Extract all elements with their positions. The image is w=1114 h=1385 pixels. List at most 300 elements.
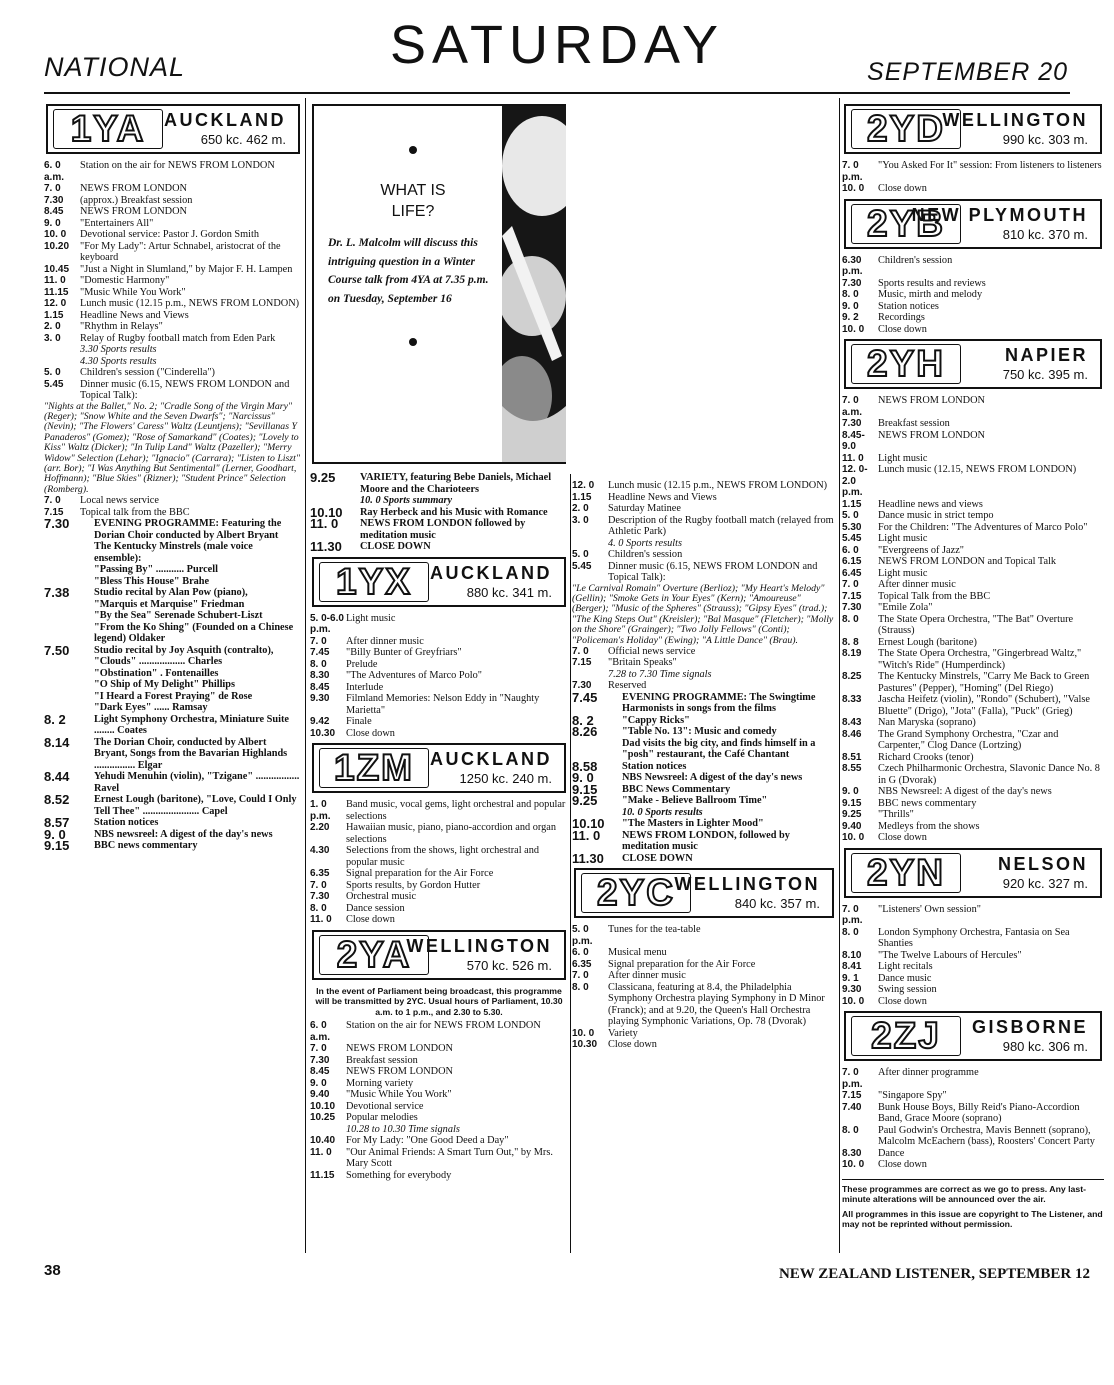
programme-entry bbox=[310, 1020, 568, 1043]
station-frequency: 750 kc. 395 m. bbox=[1002, 367, 1088, 382]
evening-programme-1ya bbox=[44, 518, 302, 852]
entry-description: "O Ship of My Delight" Phillips bbox=[94, 679, 236, 691]
programme-entry bbox=[842, 278, 1104, 290]
entry-description: Czech Philharmonic Orchestra, Slavonic Dance No. 8 in G (Dvorak) bbox=[878, 763, 1100, 786]
programme-entry bbox=[572, 818, 836, 830]
station-frequency: 570 kc. 526 m. bbox=[466, 957, 552, 973]
programme-entry bbox=[44, 576, 302, 588]
programme-entry bbox=[44, 771, 302, 794]
programme-entry bbox=[842, 752, 1104, 764]
entry-time: 6.35 bbox=[572, 958, 592, 970]
entry-time: 6. 0 bbox=[572, 947, 589, 959]
programme-entry bbox=[572, 982, 836, 1028]
programme-entry bbox=[44, 564, 302, 576]
entry-description: Signal preparation for the Air Force bbox=[346, 868, 494, 879]
entry-description: Children's session bbox=[878, 254, 953, 266]
programme-entry bbox=[842, 694, 1104, 717]
entry-time: 6.15 bbox=[842, 556, 862, 567]
entry-description: "Dark Eyes" ...... Ramsay bbox=[94, 702, 208, 714]
programme-entry bbox=[310, 1135, 568, 1147]
entry-description: "Marquis et Marquise" Friedman bbox=[94, 598, 245, 610]
entry-description: Sports results, by Gordon Hutter bbox=[346, 879, 481, 891]
entry-time: 5. 0 p.m. bbox=[572, 924, 593, 947]
entry-time: 8.45 bbox=[44, 206, 64, 217]
entry-description: The Grand Symphony Orchestra, "Czar and Carpenter," Clog Dance (Lortzing) bbox=[878, 728, 1059, 751]
programme-entry bbox=[310, 1170, 568, 1182]
entry-description: Close down bbox=[878, 323, 927, 335]
entry-description: CLOSE DOWN bbox=[622, 852, 693, 864]
programme-entry bbox=[44, 206, 302, 218]
entry-description: The State Opera Orchestra, "Gingerbread Waltz," "Witch's Ride" (Humperdinck) bbox=[878, 648, 1082, 671]
entry-time: 7.30 bbox=[44, 516, 70, 532]
programme-entry bbox=[44, 183, 302, 195]
station-call-sign: 2YB bbox=[851, 204, 961, 244]
station-header-2yb bbox=[844, 199, 1102, 249]
programme-entry bbox=[572, 515, 836, 538]
page-number: 38 bbox=[44, 1262, 61, 1279]
programme-entry bbox=[842, 809, 1104, 821]
entry-time: 7.30 bbox=[310, 891, 330, 902]
entry-time: 1.15 bbox=[44, 309, 64, 321]
programme-entry bbox=[842, 614, 1104, 637]
entry-time: 7. 0 p.m. bbox=[842, 160, 863, 183]
entry-time: 7.15 bbox=[572, 657, 592, 669]
footnote-corrections: These programmes are correct as we go to press. Any last-minute alterations will be announced over the air. bbox=[842, 1183, 1086, 1204]
entry-description: 4.30 Sports results bbox=[80, 355, 157, 367]
entry-time: 1.15 bbox=[572, 491, 592, 503]
entry-time: 9. 0 bbox=[44, 217, 61, 229]
entry-time: 8.26 bbox=[572, 724, 598, 740]
programme-entry bbox=[310, 1078, 568, 1090]
entry-time: 7.15 bbox=[842, 1090, 862, 1101]
programme-entry bbox=[572, 549, 836, 561]
entry-description: BBC news commentary bbox=[878, 797, 977, 809]
entry-description: Official news service bbox=[608, 645, 696, 657]
entry-time: 7.45 bbox=[572, 689, 598, 705]
entry-time: 9.15 bbox=[44, 838, 70, 854]
entry-description: Close down bbox=[878, 1159, 927, 1170]
station-header-2yn bbox=[844, 848, 1102, 898]
entry-description: Dad visits the big city, and finds himself in a "posh" restaurant, the Café Chantant bbox=[622, 737, 816, 761]
entry-description: 10. 0 Sports results bbox=[622, 806, 703, 818]
entry-description: For My Lady: "One Good Deed a Day" bbox=[346, 1135, 509, 1146]
entry-description: Popular melodies bbox=[346, 1112, 418, 1123]
entry-description: Dinner music (6.15, NEWS FROM LONDON and Topical Talk): bbox=[80, 378, 290, 401]
column-divider bbox=[570, 474, 571, 1253]
entry-description: "From the Ko Shing" (Founded on a Chinese legend) Oldaker bbox=[94, 621, 294, 645]
bullet-dot bbox=[409, 146, 417, 154]
column-3 bbox=[572, 480, 836, 1252]
entry-time bbox=[44, 679, 94, 691]
entry-time: 5. 0 bbox=[44, 367, 61, 378]
programme-entry bbox=[842, 637, 1104, 649]
entry-description: Classicana, featuring at 8.4, the Philadelphia Symphony Orchestra playing Symphony in D Minor (Franck); and at 9.20, the Queen's Hall Orchestra playing Symphonic Variations, Op. 78 (Dvorak) bbox=[608, 981, 825, 1028]
entry-description: "The Masters in Lighter Mood" bbox=[622, 818, 764, 830]
programme-entry bbox=[44, 702, 302, 714]
programme-entry bbox=[572, 850, 836, 866]
column-divider bbox=[839, 98, 840, 1253]
entry-time: 10. 0 bbox=[842, 1159, 865, 1170]
programme-entry bbox=[572, 1028, 836, 1040]
entry-description: Signal preparation for the Air Force bbox=[608, 958, 756, 970]
entry-time: 10.25 bbox=[310, 1112, 336, 1123]
entry-description: Music, mirth and melody bbox=[878, 289, 983, 300]
entry-description: Dinner music (6.15, NEWS FROM LONDON and Topical Talk): bbox=[608, 560, 818, 583]
entry-description: After dinner music bbox=[878, 579, 956, 590]
programme-entry bbox=[44, 656, 302, 668]
entry-description: Station notices bbox=[878, 300, 939, 312]
entry-time bbox=[44, 356, 80, 368]
bullet-dot bbox=[409, 338, 417, 346]
entry-time: 7.30 bbox=[842, 602, 862, 613]
entry-description: Tunes for the tea-table bbox=[608, 924, 701, 936]
entry-time: 8. 0 bbox=[310, 902, 327, 914]
programme-entry bbox=[572, 827, 836, 853]
programme-entry bbox=[44, 541, 302, 564]
entry-time: 8.46 bbox=[842, 728, 862, 740]
entry-time: 7. 0 bbox=[44, 495, 61, 507]
entry-time: 2.20 bbox=[310, 822, 330, 833]
programme-entry bbox=[842, 522, 1104, 534]
entry-time: 6. 0 a.m. bbox=[310, 1020, 331, 1043]
entry-description: Dance session bbox=[346, 902, 405, 914]
entry-description: After dinner music bbox=[608, 970, 686, 982]
programme-entry bbox=[842, 499, 1104, 511]
entry-time: 3. 0 bbox=[572, 514, 589, 526]
entry-time: 8.45-9.0 bbox=[842, 429, 865, 452]
entry-time bbox=[44, 564, 94, 576]
entry-description: Local news service bbox=[80, 495, 159, 507]
entry-time: 11. 0 bbox=[44, 275, 66, 286]
programme-entry bbox=[310, 693, 568, 716]
programme-list-2ya-evening bbox=[572, 646, 836, 692]
entry-description: Prelude bbox=[346, 658, 378, 670]
programme-entry bbox=[310, 1147, 568, 1170]
entry-description: Dance music bbox=[878, 972, 932, 984]
programme-entry bbox=[44, 679, 302, 691]
entry-description: Close down bbox=[878, 995, 927, 1007]
column-2 bbox=[310, 472, 568, 1252]
entry-description: After dinner programme bbox=[878, 1067, 979, 1078]
programme-entry bbox=[842, 160, 1104, 183]
programme-entry bbox=[842, 418, 1104, 430]
entry-description: "I Heard a Forest Praying" de Rose bbox=[94, 690, 253, 702]
programme-entry bbox=[44, 333, 302, 345]
entry-description: 3.30 Sports results bbox=[80, 344, 157, 355]
programme-entry bbox=[44, 507, 302, 519]
programme-entry bbox=[44, 241, 302, 264]
programme-entry bbox=[572, 772, 836, 784]
entry-description: Breakfast session bbox=[346, 1054, 418, 1066]
programme-entry bbox=[44, 356, 302, 368]
entry-description: Relay of Rugby football match from Eden Park bbox=[80, 332, 276, 344]
entry-description: Children's session ("Cinderella") bbox=[80, 367, 215, 378]
entry-description: Topical talk from the BBC bbox=[80, 506, 190, 518]
station-city: NEW PLYMOUTH bbox=[911, 204, 1088, 225]
programme-entry bbox=[572, 712, 836, 728]
entry-description: "Domestic Harmony" bbox=[80, 275, 170, 286]
programme-entry bbox=[44, 734, 302, 772]
programme-entry bbox=[44, 794, 302, 817]
entry-time: 8.41 bbox=[842, 961, 862, 972]
programme-entry bbox=[842, 1102, 1104, 1125]
entry-description: Paul Godwin's Orchestra, Mavis Bennett (soprano), Malcolm McEachern (bass), Roosters' Concert Party bbox=[878, 1124, 1095, 1147]
entry-time: 5. 0 bbox=[572, 549, 589, 560]
programme-entry bbox=[842, 430, 1104, 453]
station-call-sign: 2ZJ bbox=[851, 1016, 961, 1056]
entry-time: 8. 0 bbox=[842, 926, 859, 938]
programme-entry bbox=[572, 561, 836, 584]
programme-entry bbox=[842, 464, 1104, 499]
entry-description: 10. 0 Sports summary bbox=[360, 495, 453, 506]
entry-time: 9.40 bbox=[310, 1089, 330, 1100]
programme-list-1yx bbox=[310, 613, 568, 740]
entry-description: Nan Maryska (soprano) bbox=[878, 717, 976, 728]
programme-entry bbox=[572, 758, 836, 774]
station-call-sign: 2YD bbox=[851, 109, 961, 149]
station-frequency: 880 kc. 341 m. bbox=[466, 584, 552, 600]
entry-time: 12. 0-2.0 p.m. bbox=[842, 464, 868, 498]
programme-entry bbox=[310, 670, 568, 682]
entry-time: 7.15 bbox=[44, 506, 64, 518]
entry-description: "Evergreens of Jazz" bbox=[878, 544, 964, 556]
entry-time: 11. 0 bbox=[310, 1146, 332, 1158]
column-divider bbox=[305, 98, 306, 1253]
entry-time: 7.30 bbox=[310, 1054, 330, 1066]
programme-entry bbox=[310, 636, 568, 648]
entry-description: "By the Sea" Serenade Schubert-Liszt bbox=[94, 610, 263, 622]
dinner-music-list: "Le Carnival Romain" Overture (Berlioz); "My Heart's Melody" (Gellin); "Smoke Gets in Your Eyes" (Kern); "Amoureuse" (Berger); "Music of the Spheres" (Strauss); "Gipsy Eyes" (trad.); "The King Steps Out" (Kreisler); "Bal Masque" (Fletcher); "Molly on the Shore" (Grainger); "Two Jolly Fellows" (Conti); "Policeman's Holiday" (Ewing); "A Little Dance" (Brau). bbox=[572, 582, 834, 646]
entry-description: "Rhythm in Relays" bbox=[80, 321, 163, 332]
entry-time: 7.30 bbox=[44, 194, 64, 206]
programme-entry bbox=[842, 453, 1104, 465]
programme-entry bbox=[842, 973, 1104, 985]
entry-time: 12. 0 bbox=[44, 298, 67, 309]
entry-time: 9. 0 bbox=[44, 826, 66, 842]
entry-description: Filmland Memories: Nelson Eddy in "Naughty Marietta" bbox=[346, 693, 540, 716]
entry-time: 2. 0 bbox=[44, 321, 61, 332]
entry-description: The Kentucky Minstrels (male voice ensemble): bbox=[94, 541, 253, 564]
programme-entry bbox=[44, 691, 302, 703]
programme-entry bbox=[310, 880, 568, 892]
entry-description: 4. 0 Sports results bbox=[608, 537, 682, 549]
programme-entry bbox=[572, 781, 836, 797]
entry-description: NEWS FROM LONDON and Topical Talk bbox=[878, 556, 1057, 567]
entry-description: NEWS FROM LONDON followed by meditation music bbox=[360, 518, 526, 541]
entry-time: 1.15 bbox=[842, 498, 862, 510]
programme-list-2yh bbox=[842, 395, 1104, 844]
entry-time bbox=[44, 622, 94, 645]
station-frequency: 810 kc. 370 m. bbox=[1002, 226, 1088, 242]
entry-time: 10.40 bbox=[310, 1135, 336, 1146]
entry-time: 8.19 bbox=[842, 648, 862, 659]
entry-time: 8. 0 bbox=[842, 613, 859, 625]
programme-entry bbox=[44, 195, 302, 207]
entry-time: 10.30 bbox=[572, 1039, 598, 1051]
entry-description: Devotional service bbox=[346, 1100, 424, 1112]
programme-entry bbox=[842, 301, 1104, 313]
entry-description: VARIETY, featuring Bebe Daniels, Michael Moore and the Charioteers bbox=[360, 472, 552, 495]
entry-time: 8. 8 bbox=[842, 636, 859, 648]
programme-entry bbox=[44, 817, 302, 829]
entry-time: 10.20 bbox=[44, 240, 70, 252]
programme-entry bbox=[842, 556, 1104, 568]
station-call-sign: 2YC bbox=[581, 873, 691, 913]
evening-programme-2ya bbox=[572, 689, 836, 866]
entry-time: 7.30 bbox=[842, 418, 862, 429]
entry-time: 10. 0 bbox=[44, 229, 67, 240]
entry-description: "The Twelve Labours of Hercules" bbox=[878, 949, 1022, 961]
entry-time: 9.15 bbox=[572, 781, 598, 797]
station-city: NELSON bbox=[997, 853, 1088, 874]
entry-time: 10.10 bbox=[572, 816, 605, 832]
entry-time: 7.15 bbox=[842, 590, 862, 602]
entry-description: EVENING PROGRAMME: Featuring the Dorian Choir conducted by Albert Bryant bbox=[94, 518, 282, 541]
entry-description: "The Adventures of Marco Polo" bbox=[346, 670, 482, 681]
entry-description: Close down bbox=[346, 914, 395, 925]
entry-description: "Listeners' Own session" bbox=[878, 903, 981, 915]
programme-entry bbox=[44, 642, 302, 658]
entry-time: 8. 0 bbox=[310, 658, 327, 670]
programme-entry bbox=[842, 324, 1104, 336]
programme-list-2yn bbox=[842, 904, 1104, 1008]
entry-description: Close down bbox=[878, 183, 927, 194]
entry-description: The Kentucky Minstrels, "Carry Me Back to Green Pastures" (Pepper), "Homing" (Del Riego) bbox=[878, 671, 1090, 694]
station-header-2ya bbox=[312, 930, 566, 980]
programme-entry bbox=[842, 927, 1104, 950]
programme-entry bbox=[310, 682, 568, 694]
entry-description: "Cappy Ricks" bbox=[622, 714, 690, 726]
entry-time bbox=[44, 656, 94, 668]
entry-description: NBS Newsreel: A digest of the day's news bbox=[622, 772, 803, 784]
station-city: WELLINGTON bbox=[406, 935, 552, 956]
programme-entry bbox=[44, 264, 302, 276]
programme-entry bbox=[842, 717, 1104, 729]
dinner-music-list: "Nights at the Ballet," No. 2; "Cradle Song of the Virgin Mary" (Reger); "Snow White and the Seven Dwarfs"; "Narcissus" (Nevin); "The Flowers' Caress" Waltz (Leuntjens); "Sevillanas Y Panaderos" (Gomez); "Rose of Samarkand" (Coates); "Lovely to Kiss" Waltz (Dicker); "In Tulip Land" Waltz (Pazeller); "Merry Widow" Selection (Lehar); "Ignacio" (Carrara); "Listen to Liszt" (arr. Bor); "I Was Anything But Sentimental" (Lerner, Goodhart, Hoffmann); "Blue Skies" (Rizner); "Student Prince" Selection (Romberg). bbox=[44, 400, 300, 495]
programme-entry bbox=[310, 716, 568, 728]
entry-description: Ray Herbeck and his Music with Romance bbox=[360, 506, 548, 518]
programme-entry bbox=[310, 868, 568, 880]
entry-description: BBC news commentary bbox=[94, 840, 198, 852]
programme-list-2ya bbox=[310, 1020, 568, 1181]
programme-entry bbox=[842, 832, 1104, 844]
entry-time: 6. 0 bbox=[842, 544, 859, 556]
entry-description: Variety bbox=[608, 1027, 638, 1039]
header-rule bbox=[44, 92, 1070, 94]
programme-entry bbox=[842, 312, 1104, 324]
programme-entry bbox=[842, 671, 1104, 694]
feature-title-line-2: LIFE? bbox=[391, 203, 435, 220]
programme-entry bbox=[44, 668, 302, 680]
feature-title bbox=[328, 180, 498, 222]
entry-description: Selections from the shows, light orchestral and popular music bbox=[346, 845, 540, 868]
page-title: SATURDAY bbox=[389, 15, 725, 75]
entry-description: "Music While You Work" bbox=[346, 1089, 452, 1100]
entry-description: "Table No. 13": Music and comedy bbox=[622, 726, 777, 738]
entry-time bbox=[44, 344, 80, 356]
entry-time: 9. 2 bbox=[842, 312, 859, 323]
programme-entry bbox=[44, 367, 302, 379]
entry-time bbox=[572, 669, 608, 681]
entry-time: 9. 1 bbox=[842, 972, 859, 984]
entry-time: 7. 0 bbox=[310, 879, 327, 891]
entry-time: 8.25 bbox=[842, 671, 862, 682]
station-call-sign: 1YA bbox=[53, 109, 163, 149]
entry-description: Studio recital by Joy Asquith (contralto), bbox=[94, 644, 274, 656]
programme-entry bbox=[310, 845, 568, 868]
entry-description: Close down bbox=[608, 1039, 657, 1051]
entry-time: 10. 0 bbox=[842, 183, 865, 194]
programme-entry bbox=[310, 1055, 568, 1067]
entry-time: 6.45 bbox=[842, 567, 862, 579]
entry-time: 8.52 bbox=[44, 792, 70, 808]
entry-time: 8.44 bbox=[44, 769, 70, 785]
entry-description: NEWS FROM LONDON bbox=[80, 206, 187, 217]
entry-time: 8. 0 bbox=[842, 289, 859, 300]
programme-entry bbox=[44, 622, 302, 645]
entry-time: 11. 0 bbox=[572, 827, 601, 843]
entry-time: 7. 0 a.m. bbox=[842, 395, 863, 418]
entry-time: 9.40 bbox=[842, 820, 862, 832]
station-city: WELLINGTON bbox=[942, 110, 1088, 130]
entry-description: Reserved bbox=[608, 680, 647, 692]
entry-time bbox=[310, 1124, 346, 1136]
station-header-1zm bbox=[312, 743, 566, 793]
entry-time: 5.30 bbox=[842, 521, 862, 533]
entry-description: Richard Crooks (tenor) bbox=[878, 751, 974, 763]
programme-entry bbox=[572, 726, 836, 738]
entry-time: 7. 0 bbox=[572, 645, 589, 657]
entry-description: Station on the air for NEWS FROM LONDON bbox=[346, 1020, 541, 1031]
programme-entry bbox=[842, 1090, 1104, 1102]
entry-description: Devotional service: Pastor J. Gordon Smith bbox=[80, 229, 260, 240]
programme-entry bbox=[310, 1112, 568, 1124]
entry-time bbox=[572, 738, 622, 761]
entry-time: 8.55 bbox=[842, 763, 862, 774]
entry-time: 9.42 bbox=[310, 716, 330, 727]
entry-time: 9. 0 bbox=[572, 770, 594, 786]
programme-entry bbox=[572, 657, 836, 669]
microscope-photo bbox=[502, 106, 566, 462]
entry-description: 7.28 to 7.30 Time signals bbox=[608, 668, 712, 680]
entry-description: Saturday Matinee bbox=[608, 503, 681, 514]
parliament-notice: In the event of Parliament being broadcast, this programme will be transmitted by 2YC. Usual hours of Parliament, 10.30 a.m. to 1 p.m., and 2.30 to 5.30. bbox=[315, 985, 563, 1017]
feature-body: Dr. L. Malcolm will discuss this intriguing question in a Winter Course talk from 4YA at 7.35 p.m. on Tuesday, September 16 bbox=[328, 237, 489, 305]
programme-entry bbox=[572, 924, 836, 947]
entry-time: 8.33 bbox=[842, 694, 862, 705]
station-frequency: 650 kc. 462 m. bbox=[200, 132, 286, 147]
entry-description: Interlude bbox=[346, 681, 384, 693]
entry-description: Yehudi Menuhin (violin), "Tzigane" ................. Ravel bbox=[94, 771, 300, 794]
entry-time: 9.25 bbox=[572, 793, 598, 809]
entry-time: 7.30 bbox=[572, 680, 592, 692]
programme-entry bbox=[44, 321, 302, 333]
entry-time: 10. 0 bbox=[842, 995, 865, 1007]
entry-description: Jascha Heifetz (violin), "Rondo" (Schubert), "Valse Bluette" (Drigo), "Jota" (Falla), "Puck" (Grieg) bbox=[878, 694, 1090, 717]
entry-description: Topical Talk from the BBC bbox=[878, 590, 991, 602]
entry-time bbox=[44, 691, 94, 703]
station-header-2yc bbox=[574, 868, 834, 918]
entry-time: 2. 0 bbox=[572, 503, 589, 514]
programme-entry bbox=[572, 959, 836, 971]
entry-description: Station notices bbox=[94, 817, 159, 829]
publication-footer: NEW ZEALAND LISTENER, SEPTEMBER 12 bbox=[778, 1266, 1090, 1282]
programme-entry bbox=[572, 646, 836, 658]
entry-time: 8.58 bbox=[572, 758, 598, 774]
column-1 bbox=[44, 100, 302, 1252]
entry-time: 10.30 bbox=[310, 727, 336, 739]
entry-description: "Our Animal Friends: A Smart Turn Out," by Mrs. Mary Scott bbox=[346, 1146, 553, 1169]
